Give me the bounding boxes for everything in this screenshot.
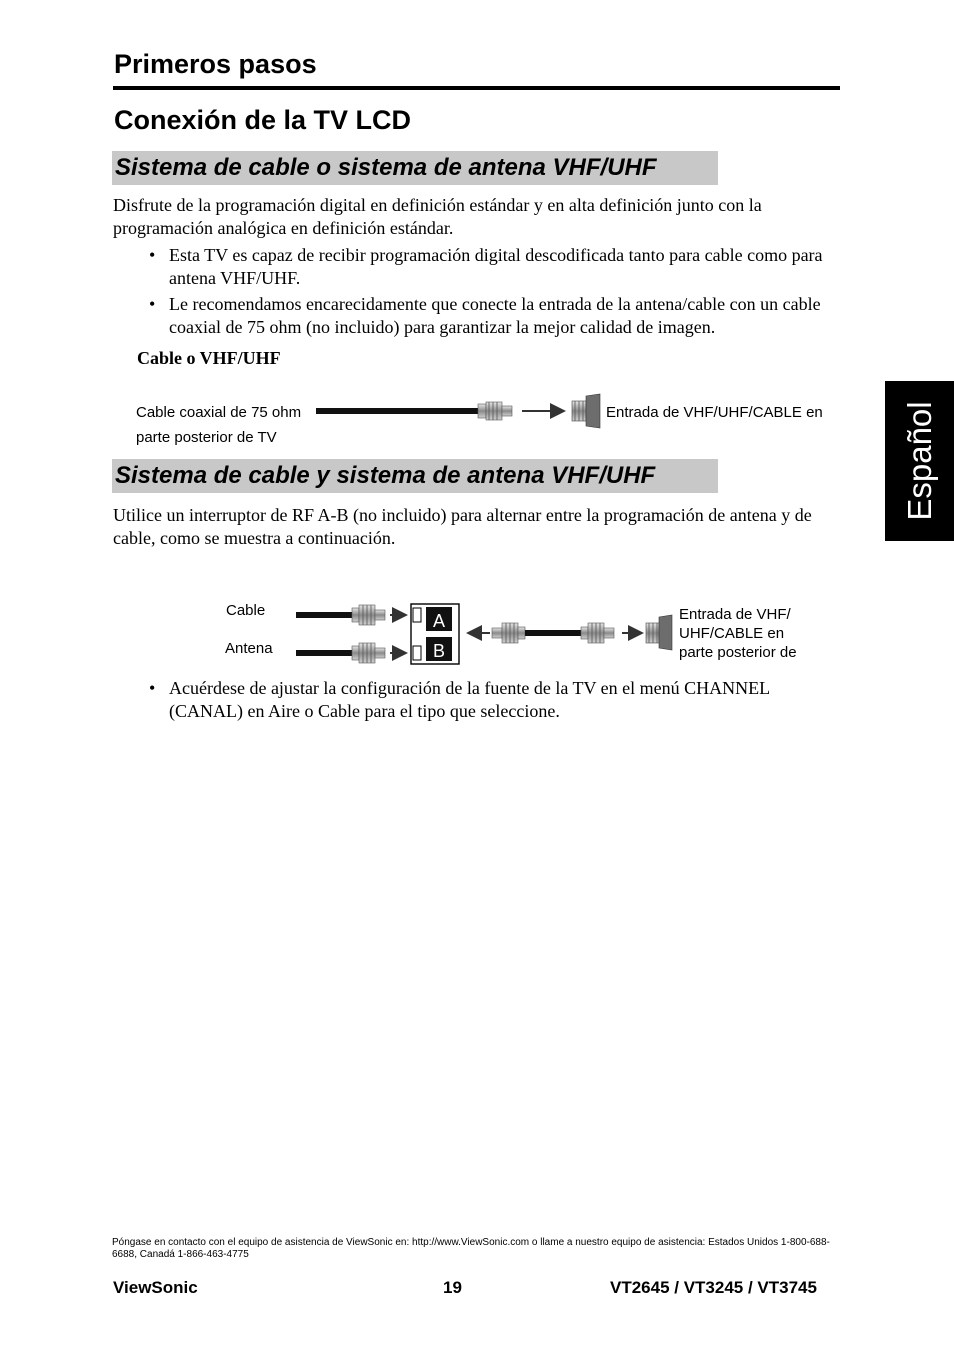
footer-brand: ViewSonic [113,1278,198,1297]
tv-coax-input-icon [646,615,672,650]
antenna-source-label: Antena [225,640,273,657]
list-item [149,677,839,722]
bullet-glyph: • [149,245,156,265]
list-item-text: Le recomendamos encarecidamente que conecte la entrada de la antena/cable con un cable coaxial de 75 ohm (no incluido) para garantizar la mejor calidad de imagen. [169,294,821,337]
rf-ab-switch-icon [411,604,459,664]
tv-input-label: Entrada de VHF/UHF/CABLE en [606,404,823,421]
tv-coax-input-icon [572,394,600,428]
coax-connector-icon [352,605,385,625]
footer-support-note: Póngase en contacto con el equipo de asistencia de ViewSonic en: http://www.ViewSonic.com o llame a nuestro equipo de asistencia: Estados Unidos 1-800-688-6688, Canadá 1-866-463-4775 [112,1237,830,1260]
cable-source-label: Cable [226,602,266,619]
coax-connector-icon [492,623,525,643]
coax-connector-icon [581,623,614,643]
cable-line-a [296,612,354,618]
diagram-caption-cable-or-vhf-uhf: Cable o VHF/UHF [137,348,281,368]
section-title: Primeros pasos [114,49,317,79]
coax-cable [316,408,481,414]
tv-input-label-line: Entrada de VHF/ [679,606,791,623]
coax-cable-label: Cable coaxial de 75 ohm [136,404,302,421]
page-number: 19 [443,1278,462,1297]
intro-paragraph-2: Utilice un interruptor de RF A-B (no incluido) para alternar entre la programación de antena y de cable, como se muestra a continuación. [113,505,812,548]
bullet-glyph: • [149,678,156,698]
section-heading-cable-and-antenna: Sistema de cable y sistema de antena VHF/UHF [112,459,718,493]
coax-connector-icon [478,402,512,420]
cable-line-b [296,650,354,656]
intro-paragraph-1: Disfrute de la programación digital en definición estándar y en alta definición junto con la programación analógica en definición estándar. [113,195,762,238]
coax-connector-icon [352,643,385,663]
language-tab [885,381,954,541]
language-tab-label: Español [900,401,938,521]
bullet-glyph: • [149,294,156,314]
tv-input-label-line: UHF/CABLE en [679,625,785,642]
list-item-text: Esta TV es capaz de recibir programación digital descodificada tanto para cable como para antena VHF/UHF. [169,245,823,288]
tv-input-label-line: parte posterior de [679,644,797,661]
switch-label-b: B [432,641,446,661]
tv-input-label [679,605,809,662]
coax-cable-label-line2: parte posterior de TV [136,429,277,446]
list-item-text: Acuérdese de ajustar la configuración de la fuente de la TV en el menú CHANNEL (CANAL) en Aire o Cable para el tipo que seleccione. [169,678,770,721]
cable-line-out [525,630,583,636]
page-title: Conexión de la TV LCD [114,105,412,135]
section-heading-cable-or-antenna: Sistema de cable o sistema de antena VHF/UHF [112,151,718,185]
footer-model-numbers: VT2645 / VT3245 / VT3745 [610,1278,817,1297]
switch-label-a: A [432,611,446,631]
